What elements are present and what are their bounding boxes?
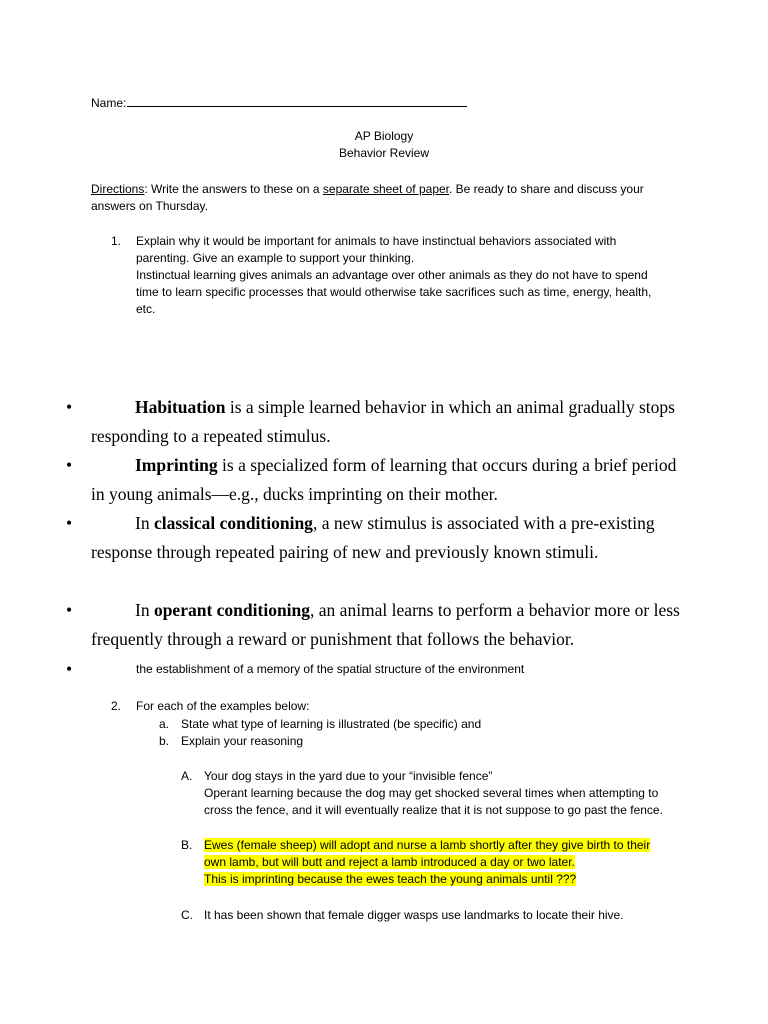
bullet-dot: •	[66, 600, 73, 620]
example-letter: C.	[181, 908, 193, 922]
prefix-operant: In	[135, 600, 154, 620]
def-spatial: the establishment of a memory of the spatial structure of the environment	[136, 662, 525, 676]
bullet-dot: •	[66, 513, 73, 533]
prefix-classical: In	[135, 513, 154, 533]
q1-question: Explain why it would be important for animals to have instinctual behaviors associated with parenting. Give an example to support your thinking.	[136, 234, 617, 265]
example-a	[204, 768, 674, 819]
q2-sub-text: Explain your reasoning	[181, 734, 304, 748]
example-letter: B.	[181, 838, 193, 852]
name-label: Name:	[91, 96, 127, 110]
q2-question: For each of the examples below:	[136, 699, 310, 713]
term-habituation: Habituation	[135, 397, 226, 417]
directions	[91, 181, 691, 215]
example-c-text: It has been shown that female digger wasps use landmarks to locate their hive.	[204, 908, 624, 922]
name-field	[91, 94, 467, 112]
q1-answer: Instinctual learning gives animals an advantage over other animals as they do not have to spend time to learn specific processes that would otherwise take sacrifices such as time, energy, health, etc.	[136, 268, 652, 316]
bullet-classical	[66, 509, 686, 567]
directions-text-before: : Write the answers to these on a	[144, 182, 323, 196]
q2-sub-text: State what type of learning is illustrated (be specific) and	[181, 717, 482, 731]
worksheet-subtitle: Behavior Review	[338, 146, 430, 160]
def-imprinting: is a specialized form of learning that occurs during a brief period in young animals—e.g., ducks imprinting on their mother.	[91, 455, 677, 504]
bullet-habituation	[66, 393, 686, 451]
bullet-dot: •	[66, 659, 73, 679]
bullet-dot: •	[66, 397, 73, 417]
term-imprinting: Imprinting	[135, 455, 218, 475]
def-classical: , a new stimulus is associated with a pre-existing response through repeated pairing of new and previously known stimuli.	[91, 513, 655, 562]
example-a-text: Your dog stays in the yard due to your “invisible fence”	[204, 769, 493, 783]
example-b-answer: This is imprinting because the ewes teach the young animals until ???	[204, 872, 577, 886]
q2-number: 2.	[111, 699, 122, 713]
q1-number: 1.	[111, 234, 122, 248]
directions-text-after: . Be ready to share and discuss your answers on Thursday.	[91, 182, 644, 213]
def-operant: , an animal learns to perform a behavior more or less frequently through a reward or punishment that follows the behavior.	[91, 600, 680, 649]
question-1	[136, 233, 656, 318]
bullet-dot: •	[66, 455, 73, 475]
term-classical: classical conditioning	[153, 513, 313, 533]
example-letter: A.	[181, 769, 193, 783]
def-habituation: is a simple learned behavior in which an animal gradually stops responding to a repeated stimulus.	[91, 397, 675, 446]
directions-underlined: separate sheet of paper	[322, 182, 449, 196]
name-blank	[127, 94, 467, 107]
directions-label: Directions	[91, 182, 145, 196]
example-b-text: Ewes (female sheep) will adopt and nurse a lamb shortly after they give birth to their own lamb, but will butt and reject a lamb introduced a day or two later.	[204, 838, 651, 869]
term-operant: operant conditioning	[153, 600, 311, 620]
example-a-answer: Operant learning because the dog may get shocked several times when attempting to cross the fence, and it will eventually realize that it is not suppose to go past the fence.	[204, 786, 663, 817]
q2-sub-letter: b.	[159, 734, 170, 748]
bullet-imprinting	[66, 451, 686, 509]
q2-sub-letter: a.	[159, 717, 170, 731]
bullet-operant	[66, 596, 686, 654]
course-title: AP Biology	[354, 129, 414, 143]
example-b	[204, 837, 674, 888]
bullet-spatial	[66, 661, 686, 678]
